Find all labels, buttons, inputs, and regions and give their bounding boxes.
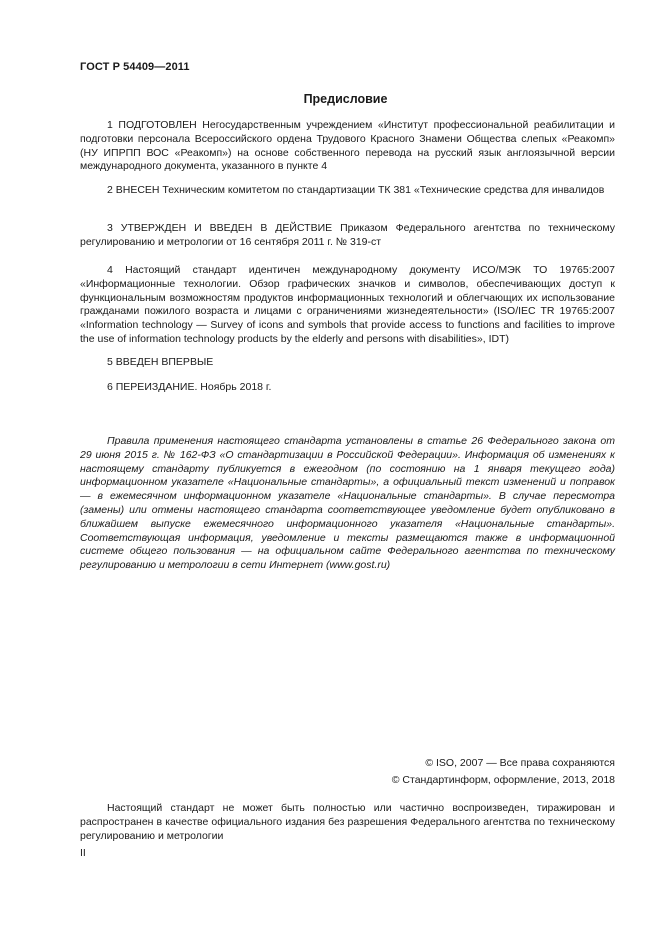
foreword-item-text: 5 ВВЕДЕН ВПЕРВЫЕ xyxy=(107,356,214,368)
copyright-iso: © ISO, 2007 — Все права сохраняются xyxy=(425,757,615,769)
foreword-item-2 xyxy=(80,184,615,198)
foreword-item-5 xyxy=(80,356,615,370)
reproduction-notice-text: Настоящий стандарт не может быть полностью или частично воспроизведен, тиражирован и распространен в качестве официального издания без разрешения Федерального агентства по техническому регулированию и метрологии xyxy=(80,802,615,842)
foreword-item-6 xyxy=(80,381,615,395)
foreword-item-text: 3 УТВЕРЖДЕН И ВВЕДЕН В ДЕЙСТВИЕ Приказом Федерального агентства по техническому регулированию и метрологии от 16 сентября 2011 г. № 319-ст xyxy=(80,222,615,248)
foreword-item-text: 2 ВНЕСЕН Техническим комитетом по стандартизации ТК 381 «Технические средства для инвалидов xyxy=(107,184,605,196)
foreword-item-4 xyxy=(80,264,615,347)
foreword-item-text: 1 ПОДГОТОВЛЕН Негосударственным учреждением «Институт профессиональной реабилитации и подготовки персонала Всероссийского ордена Трудового Красного Знамени Общества слепых «Реакомп» (НУ ИПРПП ВОС «Реакомп») на основе собственного перевода на русский язык англоязычной версии международного документа, указанного в пункте 4 xyxy=(80,119,615,173)
rules-notice-text: Правила применения настоящего стандарта установлены в статье 26 Федерального закона от 29 июня 2015 г. № 162-ФЗ «О стандартизации в Российской Федерации». Информация об изменениях к настоящему стандарту публикуется в ежегодном (по состоянию на 1 января текущего года) информационном указателе «Национальные стандарты», а официальный текст изменений и поправок — в ежемесячном информационном указателе «Национальные стандарты». В случае пересмотра (замены) или отмены настоящего стандарта соответствующее уведомление будет опубликовано в ближайшем выпуске ежемесячного информационного указателя «Национальные стандарты». Соответствующая информация, уведомление и тексты размещаются также в информационной системе общего пользования — на официальном сайте Федерального агентства по техническому регулированию и метрологии в сети Интернет (www.gost.ru) xyxy=(80,435,615,572)
foreword-item-text: 4 Настоящий стандарт идентичен международному документу ИСО/МЭК ТО 19765:2007 «Информационные технологии. Обзор графических значков и символов, обеспечивающих доступ к функциональным возможностям продуктов информационных технологий и облегчающих их использование гражданами пожилого возраста и лицами с ограничениями жизнедеятельности» (ISO/IEC TR 19765:2007 «Information technology — Survey of icons and symbols that provide access to functions and facilities to improve the use of information technology products by the elderly and persons with disabilities», IDT) xyxy=(80,264,615,345)
foreword-item-1 xyxy=(80,119,615,174)
foreword-item-3 xyxy=(80,222,615,250)
rules-notice xyxy=(80,435,615,573)
page-number: II xyxy=(80,847,86,859)
document-code: ГОСТ Р 54409—2011 xyxy=(80,61,190,73)
section-title: Предисловие xyxy=(303,92,388,106)
foreword-item-text: 6 ПЕРЕИЗДАНИЕ. Ноябрь 2018 г. xyxy=(107,381,272,393)
copyright-standartinform: © Стандартинформ, оформление, 2013, 2018 xyxy=(391,774,615,786)
reproduction-notice xyxy=(80,802,615,843)
